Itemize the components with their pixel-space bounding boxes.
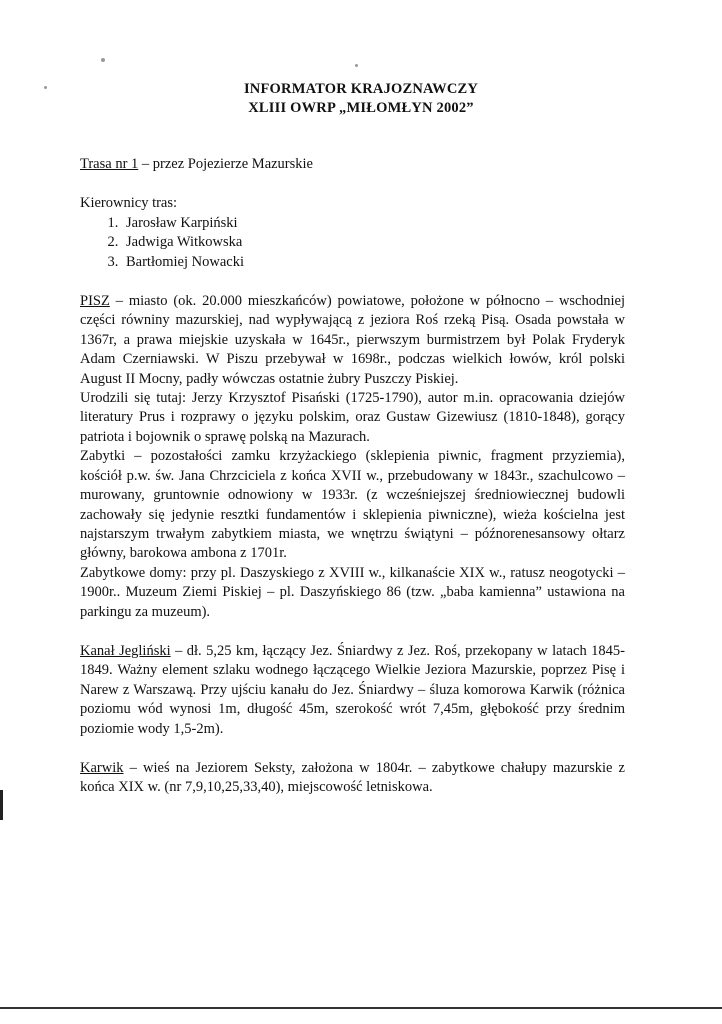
list-item: 1. Jarosław Karpiński <box>122 214 625 233</box>
karwik-paragraph <box>80 759 625 798</box>
list-item: 2. Jadwiga Witkowska <box>122 233 625 252</box>
route-line <box>80 155 625 174</box>
pisz-description: – miasto (ok. 20.000 mieszkańców) powiatowe, położone w północno – wschodniej części równiny mazurskiej, nad wypływającą z jeziora Roś rzeką Pisą. Osada powstała w 1367r, a prawa miejskie uzyskała w 1645r., pierwszym burmistrzem był Polak Fryderyk Adam Czerniawski. W Piszu przebywał w 1698r., podczas wielkich łowów, król polski August II Mocny, padły wówczas ostatnie żubry Puszczy Piskiej. <box>80 293 625 387</box>
leaders-list <box>80 214 625 272</box>
leaders-heading: Kierownicy tras: <box>80 195 178 212</box>
route-description: – przez Pojezierze Mazurskie <box>138 156 313 172</box>
document-header <box>0 80 722 118</box>
kanal-heading: Kanał Jegliński <box>80 642 171 659</box>
kanal-description: – dł. 5,25 km, łączący Jez. Śniardwy z Jez. Roś, przekopany w latach 1845-1849. Ważny element szlaku wodnego łączącego Wielkie Jeziora Mazurskie, poprzez Pisę i Narew z Warszawą. Przy ujściu kanału do Jez. Śniardwy – śluza komorowa Karwik (różnica poziomu wód wynosi 1m, długość 45m, szerokość wrót 7,45m, głębokość przy średnim poziomie wody 1,5-2m). <box>80 642 625 737</box>
pisz-natives-paragraph: Urodzili się tutaj: Jerzy Krzysztof Pisański (1725-1790), autor m.in. opracowania dziejów literatury Prus i rozprawy o języku polskim, oraz Gustaw Gizewiusz (1810-1848), gorący patriota i bojownik o sprawę polską na Mazurach. <box>80 390 625 445</box>
karwik-description: – wieś na Jeziorem Seksty, założona w 1804r. – zabytkowe chałupy mazurskie z końca XIX w. (nr 7,9,10,25,33,40), miejscowość letniskowa. <box>80 759 625 796</box>
list-item: 3. Bartłomiej Nowacki <box>122 253 625 272</box>
route-label: Trasa nr 1 <box>80 156 139 172</box>
scan-speck <box>101 58 105 62</box>
pisz-houses-paragraph: Zabytkowe domy: przy pl. Daszyskiego z XVIII w., kilkanaście XIX w., ratusz neogotycki – 1900r.. Muzeum Ziemi Piskiej – pl. Daszyńskiego 86 (tzw. „baba kamienna” ustawiona na parkingu za muzeum). <box>80 564 625 620</box>
scan-speck <box>355 64 358 67</box>
header-subtitle: XLIII OWRP „MIŁOMŁYN 2002” <box>248 100 474 116</box>
spacer <box>80 739 625 759</box>
document-body <box>80 155 625 798</box>
pisz-heading: PISZ <box>80 293 110 310</box>
karwik-heading: Karwik <box>80 759 124 776</box>
spacer <box>80 622 625 642</box>
scan-edge-mark <box>0 790 3 820</box>
header-title: INFORMATOR KRAJOZNAWCZY <box>243 81 479 97</box>
kanal-paragraph <box>80 642 625 739</box>
pisz-monuments-paragraph: Zabytki – pozostałości zamku krzyżackiego (sklepienia piwnic, fragment przyziemia), kościół p.w. św. Jana Chrzciciela z końca XVII w., przebudowany w 1843r., szachulcowo – murowany, gruntownie odnowiony w 1933r. (z wcześniejszej średniowiecznej budowli zachowały się jedynie resztki fundamentów i sklepienia piwniczne), wieża kościelna jest najstarszym trwałym zabytkiem miasta, we wnętrzu świątyni – późnorenesansowy ołtarz główny, barokowa ambona z 1701r. <box>80 448 625 562</box>
scan-bottom-edge <box>0 1007 722 1009</box>
pisz-paragraph <box>80 292 625 389</box>
